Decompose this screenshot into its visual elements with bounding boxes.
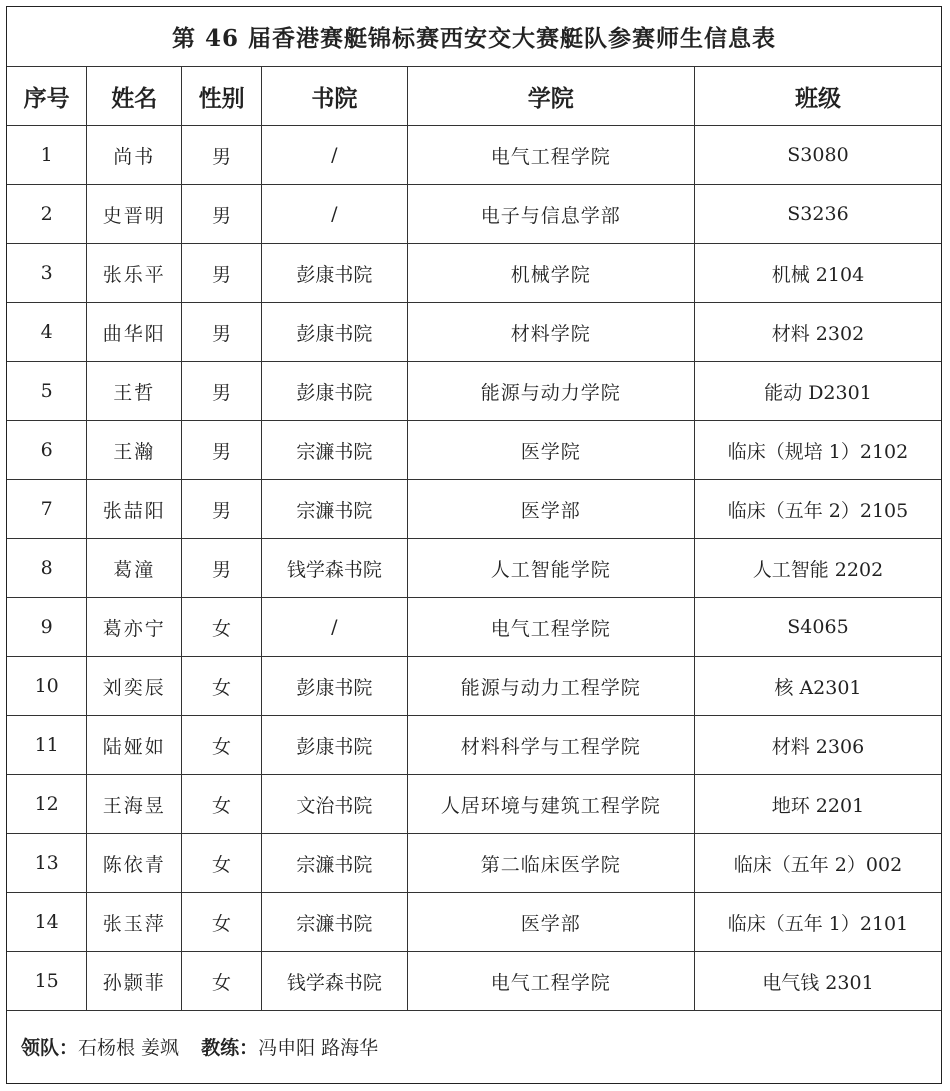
cell-gender: 男 [182, 126, 262, 185]
cell-class: 材料 2302 [694, 303, 941, 362]
cell-academy: 宗濂书院 [261, 480, 407, 539]
staff-footer [7, 1011, 941, 1082]
table-row [7, 244, 941, 303]
cell-name: 张玉萍 [87, 893, 182, 952]
cell-academy: 宗濂书院 [261, 834, 407, 893]
cell-gender: 女 [182, 716, 262, 775]
cell-college: 第二临床医学院 [407, 834, 694, 893]
cell-academy: 钱学森书院 [261, 539, 407, 598]
table-row [7, 952, 941, 1011]
cell-name: 陈依青 [87, 834, 182, 893]
cell-class: 核 A2301 [694, 657, 941, 716]
cell-no: 6 [7, 421, 87, 480]
header-row [7, 67, 941, 126]
coach-label: 教练： [201, 1036, 259, 1059]
header-class: 班级 [694, 67, 941, 126]
cell-no: 2 [7, 185, 87, 244]
cell-academy: 钱学森书院 [261, 952, 407, 1011]
table-title: 第 46 届香港赛艇锦标赛西安交大赛艇队参赛师生信息表 [7, 7, 941, 67]
cell-college: 电气工程学院 [407, 952, 694, 1011]
cell-no: 4 [7, 303, 87, 362]
table-row [7, 598, 941, 657]
table-row [7, 126, 941, 185]
cell-college: 医学部 [407, 480, 694, 539]
cell-no: 10 [7, 657, 87, 716]
cell-name: 王哲 [87, 362, 182, 421]
cell-college: 电子与信息学部 [407, 185, 694, 244]
cell-gender: 男 [182, 539, 262, 598]
cell-class: 临床（规培 1）2102 [694, 421, 941, 480]
cell-no: 12 [7, 775, 87, 834]
table-row [7, 362, 941, 421]
cell-class: 地环 2201 [694, 775, 941, 834]
table-row [7, 775, 941, 834]
cell-no: 8 [7, 539, 87, 598]
cell-name: 葛亦宁 [87, 598, 182, 657]
cell-name: 王海昱 [87, 775, 182, 834]
header-academy: 书院 [261, 67, 407, 126]
cell-gender: 女 [182, 775, 262, 834]
cell-class: 临床（五年 1）2101 [694, 893, 941, 952]
cell-college: 医学院 [407, 421, 694, 480]
cell-college: 电气工程学院 [407, 598, 694, 657]
cell-gender: 女 [182, 893, 262, 952]
cell-no: 11 [7, 716, 87, 775]
table-row [7, 421, 941, 480]
cell-gender: 女 [182, 598, 262, 657]
footer-row [7, 1011, 941, 1082]
cell-gender: 男 [182, 303, 262, 362]
cell-name: 张喆阳 [87, 480, 182, 539]
cell-gender: 男 [182, 362, 262, 421]
table-row [7, 539, 941, 598]
cell-name: 王瀚 [87, 421, 182, 480]
participants-table [7, 7, 941, 1081]
cell-gender: 女 [182, 834, 262, 893]
cell-class: 材料 2306 [694, 716, 941, 775]
table-row [7, 480, 941, 539]
cell-college: 人工智能学院 [407, 539, 694, 598]
cell-college: 医学部 [407, 893, 694, 952]
cell-academy: / [261, 126, 407, 185]
cell-college: 人居环境与建筑工程学院 [407, 775, 694, 834]
cell-college: 电气工程学院 [407, 126, 694, 185]
table-row [7, 303, 941, 362]
table-row [7, 893, 941, 952]
cell-college: 机械学院 [407, 244, 694, 303]
cell-college: 材料科学与工程学院 [407, 716, 694, 775]
cell-gender: 女 [182, 952, 262, 1011]
cell-name: 史晋明 [87, 185, 182, 244]
cell-name: 刘奕辰 [87, 657, 182, 716]
cell-class: S4065 [694, 598, 941, 657]
cell-name: 张乐平 [87, 244, 182, 303]
table-row [7, 657, 941, 716]
title-row [7, 7, 941, 67]
cell-name: 孙颢菲 [87, 952, 182, 1011]
cell-class: 临床（五年 2）002 [694, 834, 941, 893]
info-sheet [6, 6, 942, 1084]
cell-gender: 女 [182, 657, 262, 716]
cell-gender: 男 [182, 244, 262, 303]
header-college: 学院 [407, 67, 694, 126]
cell-no: 15 [7, 952, 87, 1011]
cell-class: 机械 2104 [694, 244, 941, 303]
cell-academy: 彭康书院 [261, 657, 407, 716]
header-gender: 性别 [182, 67, 262, 126]
cell-academy: 文治书院 [261, 775, 407, 834]
cell-academy: 宗濂书院 [261, 893, 407, 952]
cell-gender: 男 [182, 480, 262, 539]
cell-academy: 彭康书院 [261, 716, 407, 775]
cell-class: S3236 [694, 185, 941, 244]
cell-academy: / [261, 598, 407, 657]
cell-gender: 男 [182, 185, 262, 244]
cell-name: 葛潼 [87, 539, 182, 598]
cell-no: 13 [7, 834, 87, 893]
cell-no: 5 [7, 362, 87, 421]
cell-academy: 彭康书院 [261, 362, 407, 421]
table-row [7, 185, 941, 244]
coach-names: 冯申阳 路海华 [258, 1036, 379, 1059]
cell-academy: 宗濂书院 [261, 421, 407, 480]
cell-class: 人工智能 2202 [694, 539, 941, 598]
table-row [7, 716, 941, 775]
cell-class: S3080 [694, 126, 941, 185]
cell-academy: / [261, 185, 407, 244]
cell-no: 9 [7, 598, 87, 657]
cell-class: 临床（五年 2）2105 [694, 480, 941, 539]
cell-name: 陆娅如 [87, 716, 182, 775]
cell-no: 7 [7, 480, 87, 539]
cell-no: 1 [7, 126, 87, 185]
table-row [7, 834, 941, 893]
cell-gender: 男 [182, 421, 262, 480]
cell-no: 3 [7, 244, 87, 303]
cell-academy: 彭康书院 [261, 303, 407, 362]
cell-name: 曲华阳 [87, 303, 182, 362]
cell-no: 14 [7, 893, 87, 952]
cell-class: 电气钱 2301 [694, 952, 941, 1011]
cell-class: 能动 D2301 [694, 362, 941, 421]
cell-college: 能源与动力工程学院 [407, 657, 694, 716]
header-no: 序号 [7, 67, 87, 126]
cell-college: 能源与动力学院 [407, 362, 694, 421]
leader-names: 石杨根 姜飒 [78, 1036, 180, 1059]
header-name: 姓名 [87, 67, 182, 126]
leader-label: 领队： [21, 1036, 79, 1059]
cell-academy: 彭康书院 [261, 244, 407, 303]
cell-name: 尚书 [87, 126, 182, 185]
cell-college: 材料学院 [407, 303, 694, 362]
